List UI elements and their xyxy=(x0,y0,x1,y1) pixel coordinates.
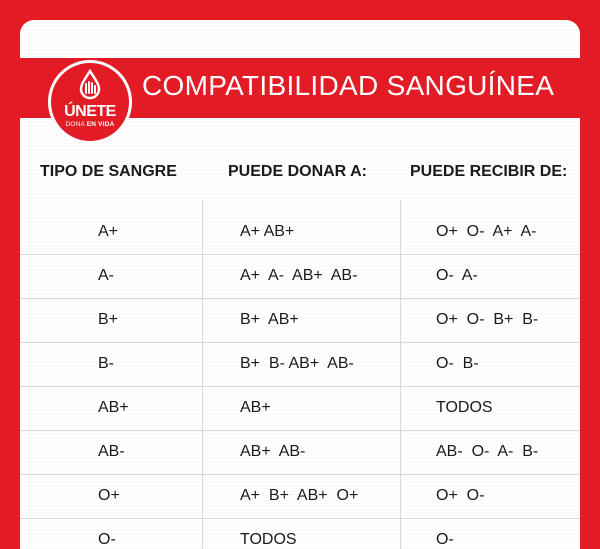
cell-can-donate: B+ AB+ xyxy=(240,311,299,328)
page-title: COMPATIBILIDAD SANGUÍNEA xyxy=(142,70,555,101)
header-blood-type: TIPO DE SANGRE xyxy=(40,163,177,180)
cell-blood-type: A+ xyxy=(98,223,119,240)
unete-logo xyxy=(48,60,132,144)
cell-blood-type: AB+ xyxy=(98,399,129,416)
header-can-donate: PUEDE DONAR A: xyxy=(228,163,367,180)
cell-can-receive: O- A- xyxy=(436,267,478,284)
cell-blood-type: B+ xyxy=(98,311,119,328)
cell-can-donate: TODOS xyxy=(240,531,297,548)
row-divider xyxy=(20,386,580,387)
cell-can-donate: A+ A- AB+ AB- xyxy=(240,267,358,284)
logo-name: ÚNETE xyxy=(64,103,116,120)
row-divider xyxy=(20,430,580,431)
cell-can-receive: TODOS xyxy=(436,399,493,416)
compatibility-card xyxy=(20,20,580,549)
row-divider xyxy=(20,298,580,299)
cell-can-donate: AB+ AB- xyxy=(240,443,306,460)
column-divider xyxy=(202,200,203,549)
blood-drop-hand-icon xyxy=(74,69,106,101)
row-divider xyxy=(20,342,580,343)
cell-blood-type: AB- xyxy=(98,443,125,460)
cell-can-receive: O- xyxy=(436,531,454,548)
cell-can-donate: A+ AB+ xyxy=(240,223,295,240)
column-divider xyxy=(400,200,401,549)
cell-can-donate: B+ B- AB+ AB- xyxy=(240,355,354,372)
cell-can-receive: AB- O- A- B- xyxy=(436,443,539,460)
cell-blood-type: B- xyxy=(98,355,114,372)
row-divider xyxy=(20,518,580,519)
cell-can-receive: O+ O- xyxy=(436,487,485,504)
header-can-receive: PUEDE RECIBIR DE: xyxy=(410,163,568,180)
cell-can-donate: AB+ xyxy=(240,399,271,416)
cell-can-receive: O- B- xyxy=(436,355,479,372)
row-divider xyxy=(20,254,580,255)
cell-can-receive: O+ O- A+ A- xyxy=(436,223,537,240)
cell-can-donate: A+ B+ AB+ O+ xyxy=(240,487,359,504)
cell-blood-type: O+ xyxy=(98,487,120,504)
cell-can-receive: O+ O- B+ B- xyxy=(436,311,539,328)
cell-blood-type: A- xyxy=(98,267,114,284)
row-divider xyxy=(20,474,580,475)
logo-tagline: DONA EN VIDA xyxy=(65,121,115,128)
cell-blood-type: O- xyxy=(98,531,116,548)
